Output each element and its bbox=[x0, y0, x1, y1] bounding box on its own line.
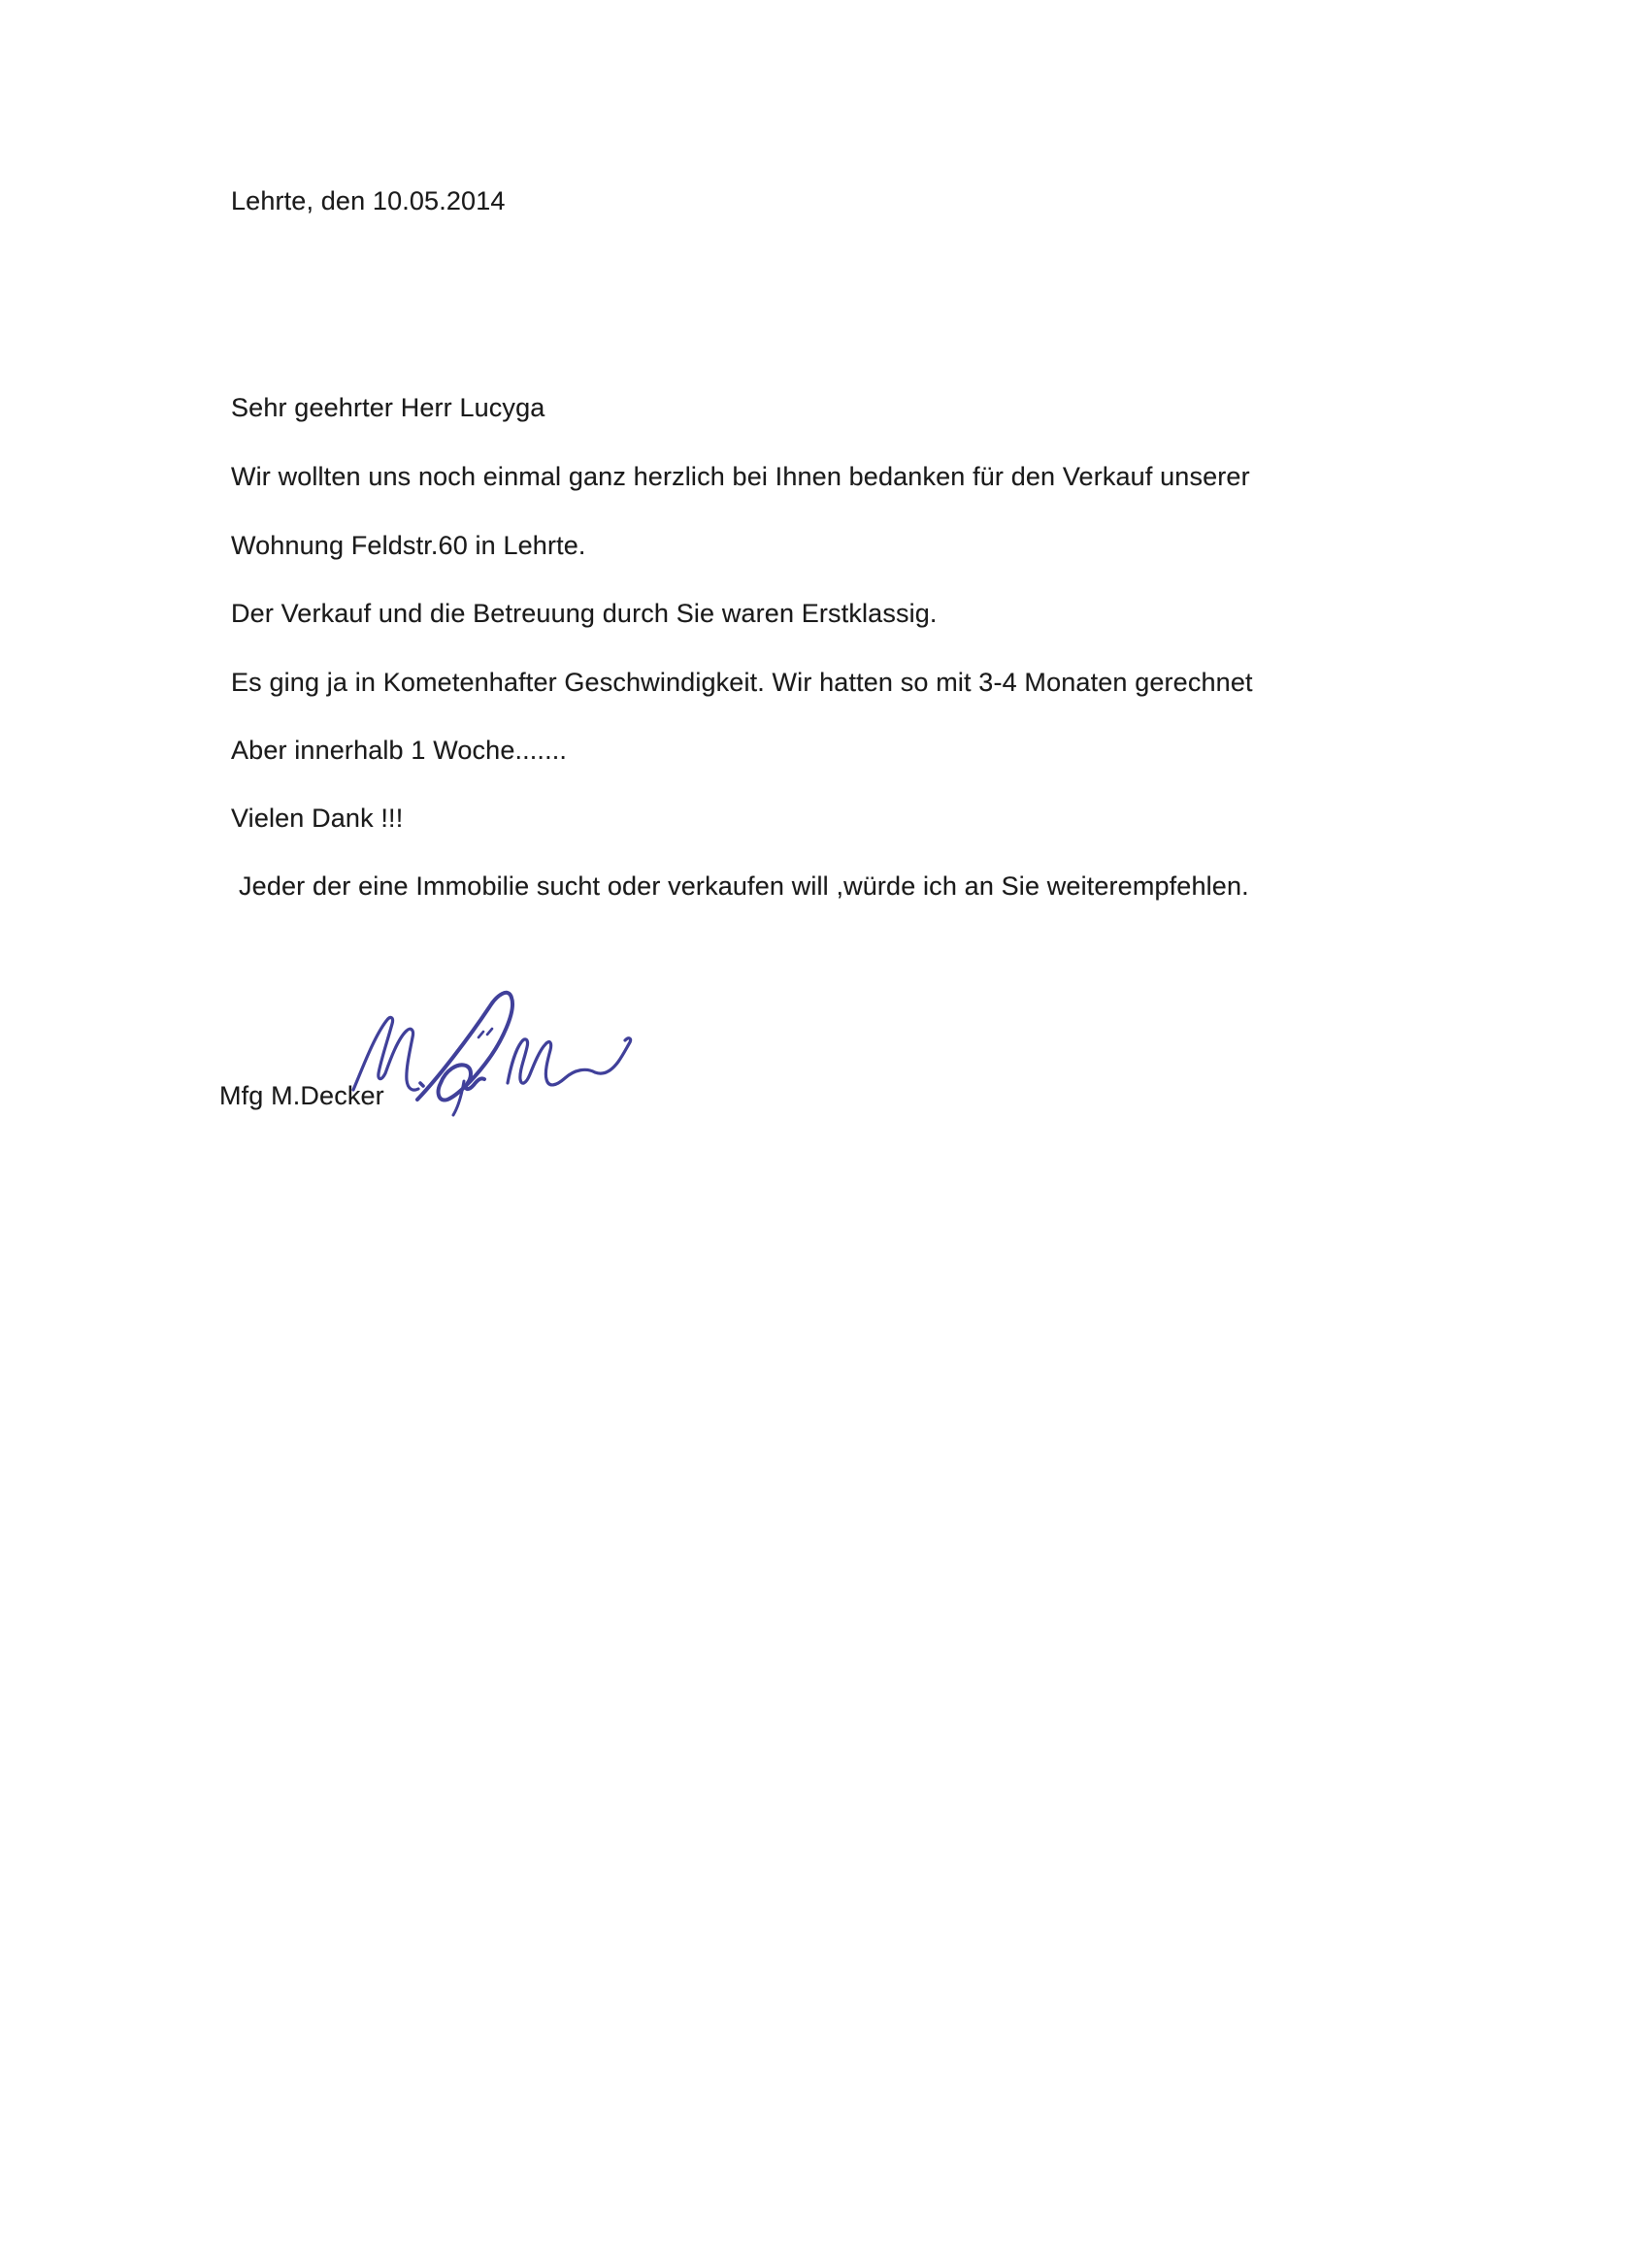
letter-body-line: Aber innerhalb 1 Woche....... bbox=[231, 736, 568, 765]
letter-date: Lehrte, den 10.05.2014 bbox=[231, 186, 506, 215]
letter-body-line: Wir wollten uns noch einmal ganz herzlich bei Ihnen bedanken für den Verkauf unserer bbox=[231, 462, 1250, 491]
signature-strokes bbox=[353, 993, 631, 1115]
letter-body-line: Jeder der eine Immobilie sucht oder verkaufen will ,würde ich an Sie weiterempfehlen. bbox=[239, 871, 1249, 901]
letter-body-line: Vielen Dank !!! bbox=[231, 804, 404, 833]
letter-body-line: Der Verkauf und die Betreuung durch Sie waren Erstklassig. bbox=[231, 599, 938, 628]
letter-body-line: Wohnung Feldstr.60 in Lehrte. bbox=[231, 531, 586, 560]
letter-closing: Mfg M.Decker bbox=[219, 1081, 384, 1110]
letter-salutation: Sehr geehrter Herr Lucyga bbox=[231, 393, 545, 422]
letter-body-line: Es ging ja in Kometenhafter Geschwindigkeit. Wir hatten so mit 3-4 Monaten gerechnet bbox=[231, 668, 1253, 697]
